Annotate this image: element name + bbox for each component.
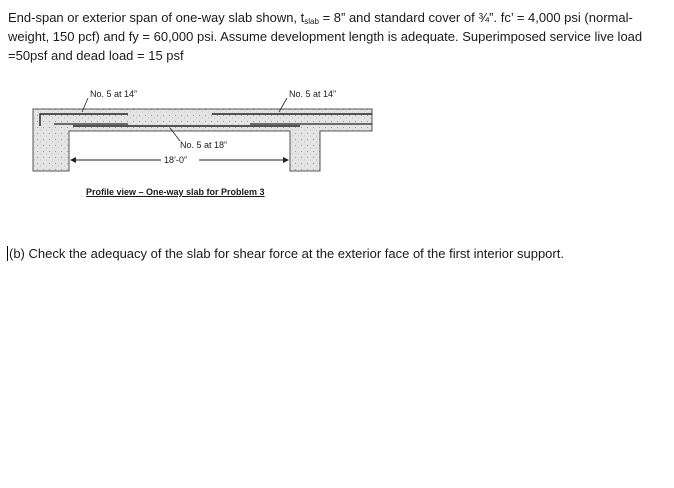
dimension-arrow-left: [70, 157, 76, 163]
part-b-question: [7, 244, 564, 263]
slab-profile-figure: [0, 0, 674, 210]
span-dimension-label: 18’-0”: [164, 155, 188, 165]
slab-subscript: slab: [304, 17, 319, 26]
dimension-arrow-right: [283, 157, 289, 163]
bottom-bar-label: No. 5 at 18”: [180, 140, 228, 150]
top-bar-right-label: No. 5 at 14”: [289, 89, 337, 99]
problem-text-part-1: End-span or exterior span of one-way slab shown, t: [8, 10, 305, 25]
figure-caption: Profile view – One-way slab for Problem 3: [86, 187, 265, 197]
part-b-text: (b) Check the adequacy of the slab for shear force at the exterior face of the first interior support.: [9, 246, 564, 261]
top-bar-left-label: No. 5 at 14”: [90, 89, 138, 99]
problem-text-part-2: = 8” and standard cover of ¾”. fc’ = 4,000 psi (normal-weight, 150 pcf) and fy = 60,000 psi. Assume development length is adequate. Superimposed service live load =50psf and dead load = 15 psf: [8, 10, 643, 63]
